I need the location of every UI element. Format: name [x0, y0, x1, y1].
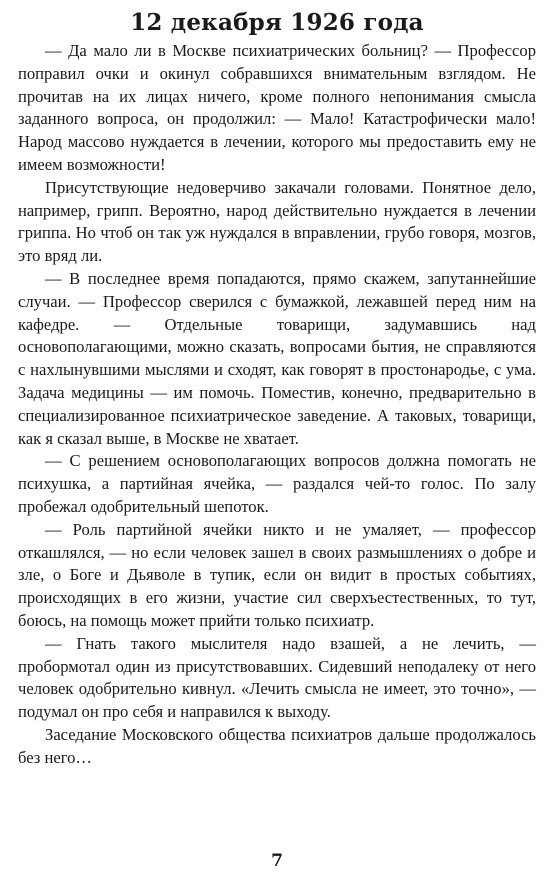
- paragraph: — Роль партийной ячейки никто и не умаляет, — профессор откашлялся, — но если человек зашел в своих размышлениях о добре и зле, о Боге и Дьяволе в тупик, если он видит в простых событиях, происходящих в его жизни, участие сил сверхъестественных, то тут, боюсь, на помощь может прийти только психиатр.: [18, 519, 536, 630]
- chapter-title: 12 декабря 1926 года: [130, 9, 424, 36]
- page-number: 7: [271, 851, 283, 871]
- paragraph: Присутствующие недоверчиво закачали головами. Понятное дело, например, грипп. Вероятно, народ действительно нуждается в лечении гриппа. Но чтоб он так уж нуждался в вправлении, грубо говоря, мозгов, это вряд ли.: [18, 177, 536, 266]
- paragraph: — Да мало ли в Москве психиатрических больниц? — Профессор поправил очки и окинул собравшихся внимательным взглядом. Не прочитав на их лицах ничего, кроме полного непонимания смысла заданного вопроса, он продолжил: — Мало! Катастрофически мало! Народ массово нуждается в лечении, которого мы предоставить ему не имеем возможности!: [18, 41, 536, 174]
- paragraph: Заседание Московского общества психиатров дальше продолжалось без него…: [18, 724, 536, 767]
- chapter-body: [18, 40, 536, 770]
- paragraph: — С решением основополагающих вопросов должна помогать не психушка, а партийная ячейка, — раздался чей-то голос. По залу пробежал одобрительный шепоток.: [18, 451, 536, 516]
- book-page: [18, 8, 536, 873]
- paragraph: — Гнать такого мыслителя надо взашей, а не лечить, — пробормотал один из присутствовавших. Сидевший неподалеку от него человек одобрительно кивнул. «Лечить смысла не имеет, это точно», — подумал он про себя и направился к выходу.: [18, 633, 536, 722]
- paragraph: — В последнее время попадаются, прямо скажем, запутаннейшие случаи. — Профессор сверился с бумажкой, лежавшей перед ним на кафедре. — Отдельные товарищи, задумавшись над основополагающими, можно сказать, вопросами бытия, не справляются с нахлынувшими мыслями и сходят, как говорят в простонародье, с ума. Задача медицины — им помочь. Поместив, конечно, предварительно в специализированное психиатрическое заведение. А таковых, товарищи, как я сказал выше, в Москве не хватает.: [18, 268, 536, 448]
